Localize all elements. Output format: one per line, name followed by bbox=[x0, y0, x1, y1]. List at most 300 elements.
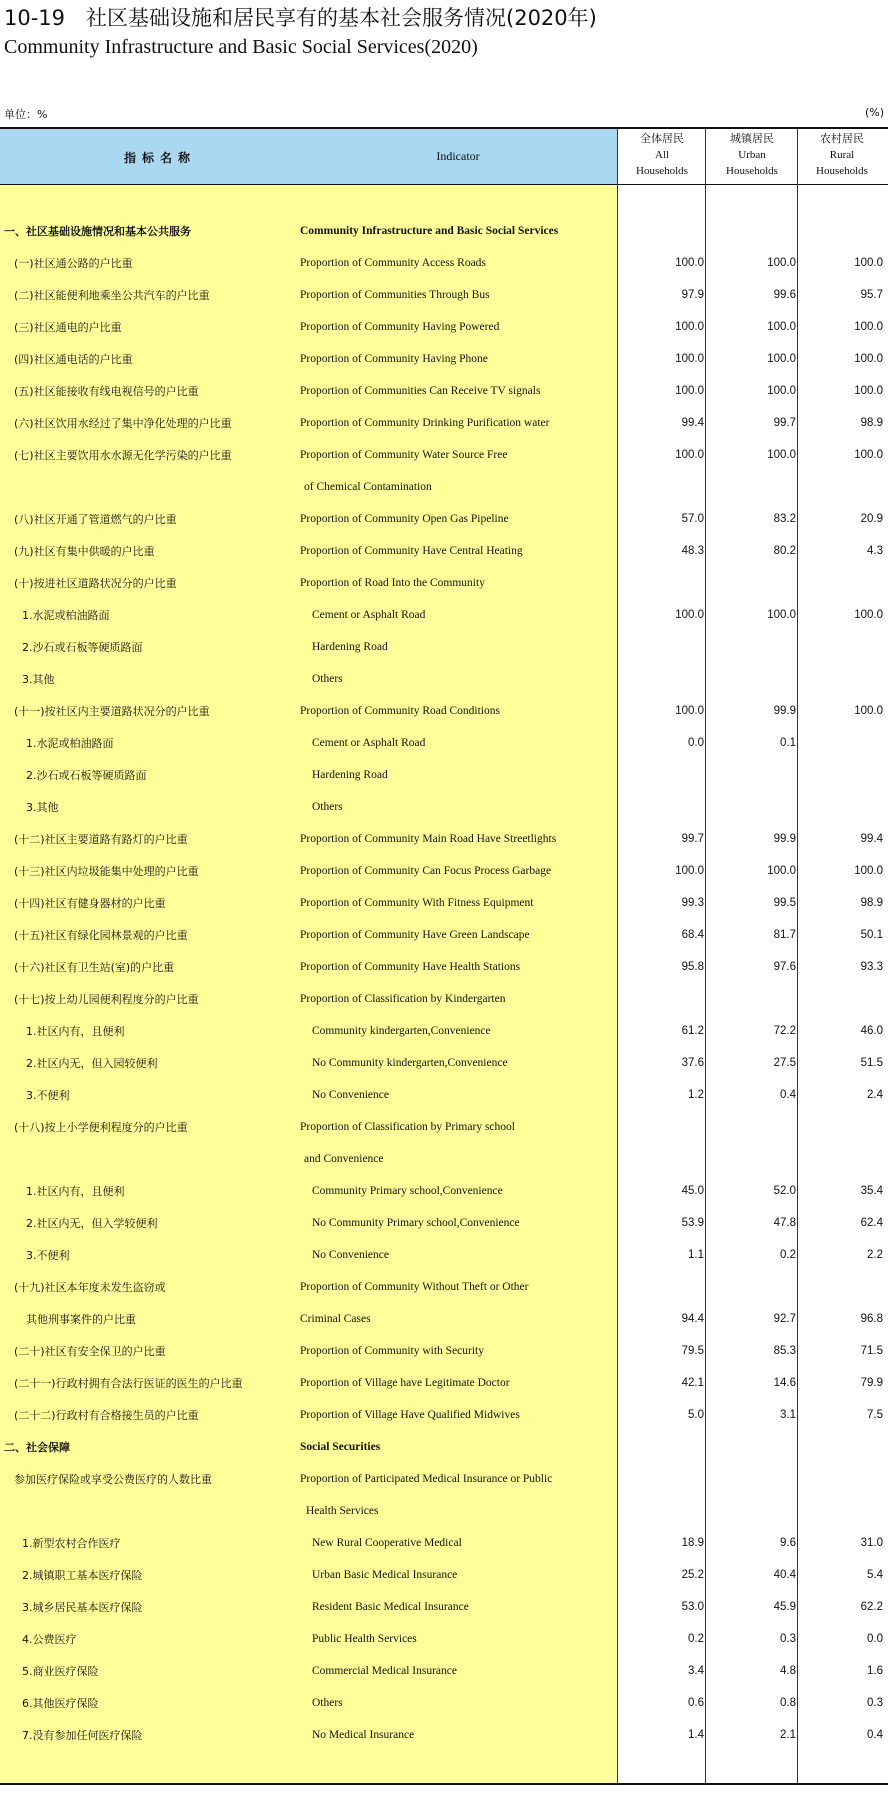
value-urban-households bbox=[709, 1112, 796, 1143]
value-rural-households: 4.3 bbox=[867, 545, 883, 557]
value-rural-households: 93.3 bbox=[860, 961, 883, 973]
value-all-households bbox=[617, 568, 704, 599]
row-indicator-chinese: (六)社区饮用水经过了集中净化处理的户比重 bbox=[14, 417, 232, 430]
value-urban-households bbox=[709, 472, 796, 503]
value-rural-households bbox=[799, 216, 883, 247]
value-rural-households: 35.4 bbox=[860, 1185, 883, 1197]
value-all-households: 0.2 bbox=[688, 1633, 704, 1645]
row-indicator-english: Proportion of Community Main Road Have Streetlights bbox=[300, 833, 557, 845]
value-rural-households: 46.0 bbox=[860, 1025, 883, 1037]
row-indicator-english: Public Health Services bbox=[312, 1633, 417, 1645]
value-all-households: 53.0 bbox=[681, 1601, 704, 1613]
row-indicator-english: Others bbox=[312, 673, 343, 685]
value-all-households: 42.1 bbox=[681, 1377, 704, 1389]
value-all-households: 5.0 bbox=[688, 1409, 704, 1421]
row-indicator-chinese: 1.社区内有，且便利 bbox=[26, 1185, 125, 1198]
value-urban-households bbox=[709, 760, 796, 791]
row-indicator-chinese: 3.不便利 bbox=[26, 1249, 70, 1262]
value-all-households: 68.4 bbox=[681, 929, 704, 941]
row-indicator-chinese: (八)社区开通了管道燃气的户比重 bbox=[14, 513, 177, 526]
row-indicator-english: Community kindergarten,Convenience bbox=[312, 1025, 491, 1037]
value-all-households: 1.1 bbox=[688, 1249, 704, 1261]
table-row bbox=[0, 760, 888, 791]
row-indicator-english: Others bbox=[312, 801, 343, 813]
table-row bbox=[0, 632, 888, 663]
row-indicator-chinese: (七)社区主要饮用水水源无化学污染的户比重 bbox=[14, 449, 232, 462]
header-rural-en1: Rural bbox=[829, 149, 855, 161]
row-indicator-chinese: 1.新型农村合作医疗 bbox=[22, 1537, 121, 1550]
row-indicator-chinese: (二十一)行政村拥有合法行医证的医生的户比重 bbox=[14, 1377, 243, 1390]
row-indicator-chinese: 1.水泥或柏油路面 bbox=[22, 609, 110, 622]
row-indicator-chinese: (十四)社区有健身器材的户比重 bbox=[14, 897, 166, 910]
table-title-chinese: 10-19 社区基础设施和居民享有的基本社会服务情况(2020年) bbox=[4, 6, 597, 30]
table-row bbox=[0, 728, 888, 759]
row-indicator-chinese: 5.商业医疗保险 bbox=[22, 1665, 99, 1678]
value-urban-households: 52.0 bbox=[773, 1185, 796, 1197]
value-urban-households bbox=[709, 1496, 796, 1527]
value-urban-households bbox=[709, 1464, 796, 1495]
table-row bbox=[0, 216, 888, 247]
value-rural-households: 1.6 bbox=[867, 1665, 883, 1677]
value-rural-households: 71.5 bbox=[860, 1345, 883, 1357]
row-indicator-english: Proportion of Road Into the Community bbox=[300, 577, 485, 589]
table-row bbox=[0, 1048, 888, 1079]
value-rural-households bbox=[799, 984, 883, 1015]
table-row bbox=[0, 1688, 888, 1719]
row-indicator-english: Proportion of Community Water Source Free bbox=[300, 449, 508, 461]
row-indicator-chinese: (四)社区通电话的户比重 bbox=[14, 353, 133, 366]
row-indicator-chinese: 2.城镇职工基本医疗保险 bbox=[22, 1569, 143, 1582]
value-all-households bbox=[617, 664, 704, 695]
value-rural-households bbox=[799, 568, 883, 599]
value-rural-households bbox=[799, 1112, 883, 1143]
table-row bbox=[0, 1208, 888, 1239]
table-row bbox=[0, 1400, 888, 1431]
value-urban-households bbox=[709, 1432, 796, 1463]
value-all-households: 99.4 bbox=[681, 417, 704, 429]
value-urban-households: 85.3 bbox=[773, 1345, 796, 1357]
row-indicator-english: Proportion of Community With Fitness Equipment bbox=[300, 897, 534, 909]
header-rural-en2: Households bbox=[816, 165, 868, 177]
row-indicator-english: Proportion of Community Open Gas Pipeline bbox=[300, 513, 509, 525]
value-all-households: 99.7 bbox=[681, 833, 704, 845]
table-row bbox=[0, 1528, 888, 1559]
value-rural-households: 7.5 bbox=[867, 1409, 883, 1421]
row-indicator-english: Cement or Asphalt Road bbox=[312, 737, 426, 749]
row-indicator-english: Proportion of Classification by Kindergarten bbox=[300, 993, 506, 1005]
row-indicator-chinese: 二、社会保障 bbox=[4, 1441, 70, 1454]
value-all-households bbox=[617, 472, 704, 503]
row-indicator-chinese: 2.社区内无，但入学较便利 bbox=[26, 1217, 158, 1230]
value-urban-households: 14.6 bbox=[773, 1377, 796, 1389]
value-rural-households: 0.4 bbox=[867, 1729, 883, 1741]
row-indicator-english: Proportion of Village Have Qualified Midwives bbox=[300, 1409, 520, 1421]
table-row bbox=[0, 888, 888, 919]
table-row bbox=[0, 1656, 888, 1687]
header-all-en1: All bbox=[654, 149, 670, 161]
row-indicator-english: Proportion of Community Access Roads bbox=[300, 257, 486, 269]
value-all-households: 100.0 bbox=[675, 865, 704, 877]
row-indicator-chinese: 一、社区基础设施情况和基本公共服务 bbox=[4, 225, 191, 238]
value-urban-households: 0.8 bbox=[780, 1697, 796, 1709]
value-all-households: 57.0 bbox=[681, 513, 704, 525]
row-indicator-english: Proportion of Community Have Central Heating bbox=[300, 545, 523, 557]
value-rural-households: 20.9 bbox=[860, 513, 883, 525]
value-all-households: 48.3 bbox=[681, 545, 704, 557]
value-rural-households bbox=[799, 1144, 883, 1175]
value-all-households: 94.4 bbox=[681, 1313, 704, 1325]
value-rural-households bbox=[799, 1496, 883, 1527]
row-indicator-english: Community Infrastructure and Basic Social Services bbox=[300, 225, 559, 237]
row-indicator-chinese: (十二)社区主要道路有路灯的户比重 bbox=[14, 833, 188, 846]
value-all-households bbox=[617, 1432, 704, 1463]
row-indicator-chinese: (五)社区能接收有线电视信号的户比重 bbox=[14, 385, 199, 398]
table-row bbox=[0, 472, 888, 503]
value-all-households bbox=[617, 216, 704, 247]
table-row bbox=[0, 664, 888, 695]
value-urban-households: 100.0 bbox=[767, 257, 796, 269]
value-all-households bbox=[617, 1496, 704, 1527]
value-urban-households: 100.0 bbox=[767, 609, 796, 621]
row-indicator-english: Proportion of Participated Medical Insurance or Public bbox=[300, 1473, 553, 1485]
value-rural-households: 0.0 bbox=[867, 1633, 883, 1645]
table-row bbox=[0, 696, 888, 727]
value-urban-households: 27.5 bbox=[773, 1057, 796, 1069]
value-all-households bbox=[617, 792, 704, 823]
value-all-households: 100.0 bbox=[675, 609, 704, 621]
row-indicator-chinese: 3.城乡居民基本医疗保险 bbox=[22, 1601, 143, 1614]
value-urban-households: 3.1 bbox=[780, 1409, 796, 1421]
row-indicator-chinese: 1.水泥或柏油路面 bbox=[26, 737, 114, 750]
table-row bbox=[0, 440, 888, 471]
row-indicator-chinese: (十七)按上幼儿园便利程度分的户比重 bbox=[14, 993, 199, 1006]
table-row bbox=[0, 504, 888, 535]
value-urban-households: 0.2 bbox=[780, 1249, 796, 1261]
row-indicator-chinese: 1.社区内有，且便利 bbox=[26, 1025, 125, 1038]
value-rural-households: 96.8 bbox=[860, 1313, 883, 1325]
value-rural-households: 100.0 bbox=[854, 385, 883, 397]
value-all-households bbox=[617, 760, 704, 791]
row-indicator-english: Urban Basic Medical Insurance bbox=[312, 1569, 458, 1581]
value-rural-households: 95.7 bbox=[860, 289, 883, 301]
table-row bbox=[0, 568, 888, 599]
value-urban-households bbox=[709, 216, 796, 247]
table-row bbox=[0, 1560, 888, 1591]
row-indicator-english: Proportion of Community Without Theft or Other bbox=[300, 1281, 529, 1293]
row-indicator-english: No Convenience bbox=[312, 1089, 389, 1101]
value-urban-households: 97.6 bbox=[773, 961, 796, 973]
value-rural-households: 2.4 bbox=[867, 1089, 883, 1101]
header-all-cn: 全体居民 bbox=[640, 132, 684, 145]
value-all-households: 100.0 bbox=[675, 321, 704, 333]
row-indicator-english: Health Services bbox=[306, 1505, 379, 1517]
value-urban-households: 100.0 bbox=[767, 865, 796, 877]
value-rural-households: 100.0 bbox=[854, 609, 883, 621]
table-row bbox=[0, 1240, 888, 1271]
value-all-households bbox=[617, 984, 704, 1015]
row-indicator-english: Community Primary school,Convenience bbox=[312, 1185, 503, 1197]
value-urban-households bbox=[709, 792, 796, 823]
table-row bbox=[0, 600, 888, 631]
value-all-households bbox=[617, 1272, 704, 1303]
table-row bbox=[0, 1592, 888, 1623]
table-row bbox=[0, 920, 888, 951]
value-all-households: 18.9 bbox=[681, 1537, 704, 1549]
header-indicator-chinese: 指标名称 bbox=[123, 151, 196, 165]
row-indicator-english: Proportion of Community Having Powered bbox=[300, 321, 500, 333]
row-indicator-chinese: 2.社区内无，但入园较便利 bbox=[26, 1057, 158, 1070]
table-row bbox=[0, 280, 888, 311]
row-indicator-english: Proportion of Community Have Health Stations bbox=[300, 961, 521, 973]
value-urban-households: 47.8 bbox=[773, 1217, 796, 1229]
header-urban-households bbox=[707, 131, 797, 179]
value-all-households: 37.6 bbox=[681, 1057, 704, 1069]
row-indicator-english: Proportion of Community Road Conditions bbox=[300, 705, 500, 717]
row-indicator-english: Criminal Cases bbox=[300, 1313, 371, 1325]
value-urban-households: 45.9 bbox=[773, 1601, 796, 1613]
row-indicator-english: Proportion of Community with Security bbox=[300, 1345, 484, 1357]
table-row bbox=[0, 1368, 888, 1399]
value-rural-households bbox=[799, 664, 883, 695]
header-urban-cn: 城镇居民 bbox=[730, 132, 774, 145]
value-all-households: 61.2 bbox=[681, 1025, 704, 1037]
value-all-households: 100.0 bbox=[675, 449, 704, 461]
table-row bbox=[0, 1496, 888, 1527]
value-all-households: 100.0 bbox=[675, 385, 704, 397]
value-all-households: 1.4 bbox=[688, 1729, 704, 1741]
table-row bbox=[0, 1336, 888, 1367]
value-rural-households: 50.1 bbox=[860, 929, 883, 941]
row-indicator-chinese: (十八)按上小学便利程度分的户比重 bbox=[14, 1121, 188, 1134]
value-all-households: 99.3 bbox=[681, 897, 704, 909]
value-all-households bbox=[617, 1144, 704, 1175]
row-indicator-chinese: 3.不便利 bbox=[26, 1089, 70, 1102]
row-indicator-chinese: 3.其他 bbox=[22, 673, 55, 686]
value-all-households bbox=[617, 1112, 704, 1143]
value-rural-households: 98.9 bbox=[860, 417, 883, 429]
value-rural-households: 98.9 bbox=[860, 897, 883, 909]
table-row bbox=[0, 1464, 888, 1495]
value-all-households: 1.2 bbox=[688, 1089, 704, 1101]
value-rural-households bbox=[799, 632, 883, 663]
value-urban-households: 0.3 bbox=[780, 1633, 796, 1645]
value-rural-households bbox=[799, 472, 883, 503]
table-row bbox=[0, 792, 888, 823]
table-row bbox=[0, 1016, 888, 1047]
value-rural-households: 51.5 bbox=[860, 1057, 883, 1069]
value-urban-households: 0.1 bbox=[780, 737, 796, 749]
value-rural-households: 62.2 bbox=[860, 1601, 883, 1613]
value-all-households: 79.5 bbox=[681, 1345, 704, 1357]
value-rural-households: 100.0 bbox=[854, 321, 883, 333]
row-indicator-chinese: 6.其他医疗保险 bbox=[22, 1697, 99, 1710]
value-urban-households: 40.4 bbox=[773, 1569, 796, 1581]
value-all-households bbox=[617, 632, 704, 663]
row-indicator-english: No Community kindergarten,Convenience bbox=[312, 1057, 508, 1069]
row-indicator-chinese: 其他刑事案件的户比重 bbox=[26, 1313, 136, 1326]
value-urban-households: 72.2 bbox=[773, 1025, 796, 1037]
value-rural-households: 100.0 bbox=[854, 449, 883, 461]
value-all-households: 0.0 bbox=[688, 737, 704, 749]
table-row bbox=[0, 1720, 888, 1751]
row-indicator-english: No Convenience bbox=[312, 1249, 389, 1261]
table-row bbox=[0, 1304, 888, 1335]
unit-label: 单位：% bbox=[4, 108, 48, 121]
row-indicator-english: Proportion of Communities Can Receive TV signals bbox=[300, 385, 541, 397]
value-urban-households: 99.9 bbox=[773, 833, 796, 845]
row-indicator-chinese: (九)社区有集中供暖的户比重 bbox=[14, 545, 155, 558]
value-rural-households bbox=[799, 1432, 883, 1463]
row-indicator-english: Hardening Road bbox=[312, 641, 388, 653]
value-rural-households: 100.0 bbox=[854, 865, 883, 877]
value-urban-households: 2.1 bbox=[780, 1729, 796, 1741]
value-rural-households bbox=[799, 728, 883, 759]
row-indicator-english: Proportion of Community Having Phone bbox=[300, 353, 488, 365]
value-rural-households: 31.0 bbox=[860, 1537, 883, 1549]
row-indicator-english: Proportion of Village have Legitimate Doctor bbox=[300, 1377, 510, 1389]
header-urban-en1: Urban bbox=[738, 149, 766, 161]
table-row bbox=[0, 376, 888, 407]
value-all-households: 0.6 bbox=[688, 1697, 704, 1709]
table-row bbox=[0, 408, 888, 439]
row-indicator-english: Hardening Road bbox=[312, 769, 388, 781]
value-urban-households: 100.0 bbox=[767, 353, 796, 365]
value-urban-households: 99.7 bbox=[773, 417, 796, 429]
row-indicator-english: No Community Primary school,Convenience bbox=[312, 1217, 520, 1229]
row-indicator-english: Proportion of Community Drinking Purification water bbox=[300, 417, 550, 429]
unit-label-right: (%) bbox=[864, 106, 884, 119]
value-all-households: 97.9 bbox=[681, 289, 704, 301]
row-indicator-chinese: (十九)社区本年度未发生盗窃或 bbox=[14, 1281, 166, 1294]
table-row bbox=[0, 1176, 888, 1207]
table-row bbox=[0, 824, 888, 855]
value-all-households: 95.8 bbox=[681, 961, 704, 973]
row-indicator-chinese: (二)社区能便利地乘坐公共汽车的户比重 bbox=[14, 289, 210, 302]
header-indicator-english: Indicator bbox=[436, 149, 480, 163]
value-all-households: 25.2 bbox=[681, 1569, 704, 1581]
value-urban-households bbox=[709, 984, 796, 1015]
header-all-en2: Households bbox=[636, 165, 688, 177]
table-top-rule bbox=[0, 127, 888, 129]
value-urban-households: 9.6 bbox=[780, 1537, 796, 1549]
row-indicator-english: Proportion of Community Can Focus Process Garbage bbox=[300, 865, 552, 877]
row-indicator-chinese: (一)社区通公路的户比重 bbox=[14, 257, 133, 270]
value-rural-households bbox=[799, 760, 883, 791]
table-title-english: Community Infrastructure and Basic Social Services(2020) bbox=[4, 36, 478, 58]
value-urban-households: 100.0 bbox=[767, 321, 796, 333]
table-row bbox=[0, 856, 888, 887]
row-indicator-english: Social Securities bbox=[300, 1441, 381, 1453]
row-indicator-chinese: (十一)按社区内主要道路状况分的户比重 bbox=[14, 705, 210, 718]
value-all-households bbox=[617, 1464, 704, 1495]
row-indicator-chinese: (三)社区通电的户比重 bbox=[14, 321, 122, 334]
table-row bbox=[0, 1080, 888, 1111]
value-urban-households bbox=[709, 568, 796, 599]
value-urban-households: 100.0 bbox=[767, 385, 796, 397]
table-row bbox=[0, 536, 888, 567]
table-row bbox=[0, 1432, 888, 1463]
value-urban-households bbox=[709, 632, 796, 663]
row-indicator-english: New Rural Cooperative Medical bbox=[312, 1537, 462, 1549]
value-urban-households: 99.5 bbox=[773, 897, 796, 909]
row-indicator-chinese: 7.没有参加任何医疗保险 bbox=[22, 1729, 143, 1742]
row-indicator-chinese: 4.公费医疗 bbox=[22, 1633, 77, 1646]
header-urban-en2: Households bbox=[726, 165, 778, 177]
statistics-table bbox=[0, 127, 888, 1785]
value-urban-households: 80.2 bbox=[773, 545, 796, 557]
value-rural-households: 100.0 bbox=[854, 257, 883, 269]
row-indicator-chinese: (十六)社区有卫生站(室)的户比重 bbox=[14, 961, 175, 974]
row-indicator-chinese: 2.沙石或石板等硬质路面 bbox=[26, 769, 147, 782]
row-indicator-chinese: (二十)社区有安全保卫的户比重 bbox=[14, 1345, 166, 1358]
value-rural-households bbox=[799, 1464, 883, 1495]
header-all-households bbox=[617, 131, 707, 179]
header-rural-cn: 农村居民 bbox=[820, 132, 864, 145]
value-all-households: 100.0 bbox=[675, 705, 704, 717]
table-row bbox=[0, 1112, 888, 1143]
value-all-households: 100.0 bbox=[675, 257, 704, 269]
value-all-households: 3.4 bbox=[688, 1665, 704, 1677]
value-urban-households: 83.2 bbox=[773, 513, 796, 525]
header-rural-households bbox=[797, 131, 887, 179]
row-indicator-chinese: (十)按进社区道路状况分的户比重 bbox=[14, 577, 177, 590]
table-row bbox=[0, 984, 888, 1015]
value-rural-households bbox=[799, 1272, 883, 1303]
value-urban-households: 0.4 bbox=[780, 1089, 796, 1101]
value-rural-households: 2.2 bbox=[867, 1249, 883, 1261]
value-urban-households: 99.6 bbox=[773, 289, 796, 301]
value-urban-households: 100.0 bbox=[767, 449, 796, 461]
table-row bbox=[0, 1272, 888, 1303]
row-indicator-chinese: (十三)社区内垃圾能集中处理的户比重 bbox=[14, 865, 199, 878]
table-row bbox=[0, 248, 888, 279]
value-urban-households: 92.7 bbox=[773, 1313, 796, 1325]
row-indicator-chinese: (十五)社区有绿化园林景观的户比重 bbox=[14, 929, 188, 942]
row-indicator-english: No Medical Insurance bbox=[312, 1729, 415, 1741]
value-all-households: 53.9 bbox=[681, 1217, 704, 1229]
row-indicator-english: Resident Basic Medical Insurance bbox=[312, 1601, 469, 1613]
row-indicator-chinese: 3.其他 bbox=[26, 801, 59, 814]
row-indicator-english: of Chemical Contamination bbox=[304, 481, 432, 493]
row-indicator-english: Commercial Medical Insurance bbox=[312, 1665, 457, 1677]
value-urban-households: 4.8 bbox=[780, 1665, 796, 1677]
table-row bbox=[0, 312, 888, 343]
row-indicator-english: Proportion of Classification by Primary school bbox=[300, 1121, 515, 1133]
row-indicator-english: Proportion of Communities Through Bus bbox=[300, 289, 490, 301]
row-indicator-english: and Convenience bbox=[304, 1153, 384, 1165]
value-all-households: 45.0 bbox=[681, 1185, 704, 1197]
row-indicator-chinese: (二十二)行政村有合格接生员的户比重 bbox=[14, 1409, 199, 1422]
table-row bbox=[0, 952, 888, 983]
table-bottom-rule bbox=[0, 1783, 888, 1785]
row-indicator-english: Others bbox=[312, 1697, 343, 1709]
header-bottom-rule bbox=[0, 184, 888, 185]
value-rural-households: 99.4 bbox=[860, 833, 883, 845]
value-urban-households bbox=[709, 1144, 796, 1175]
value-rural-households: 100.0 bbox=[854, 353, 883, 365]
value-all-households: 100.0 bbox=[675, 353, 704, 365]
row-indicator-english: Cement or Asphalt Road bbox=[312, 609, 426, 621]
row-indicator-chinese: 2.沙石或石板等硬质路面 bbox=[22, 641, 143, 654]
value-rural-households: 5.4 bbox=[867, 1569, 883, 1581]
row-indicator-english: Proportion of Community Have Green Landscape bbox=[300, 929, 530, 941]
value-rural-households: 0.3 bbox=[867, 1697, 883, 1709]
table-row bbox=[0, 1624, 888, 1655]
table-row bbox=[0, 1144, 888, 1175]
value-rural-households bbox=[799, 792, 883, 823]
value-rural-households: 62.4 bbox=[860, 1217, 883, 1229]
value-urban-households bbox=[709, 664, 796, 695]
